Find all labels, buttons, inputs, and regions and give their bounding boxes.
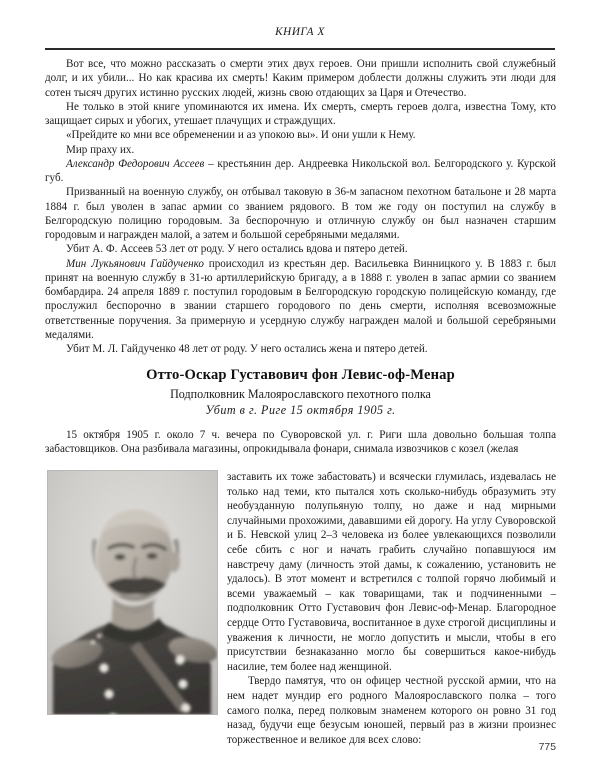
header-rule bbox=[45, 48, 555, 50]
article-paragraph: Твердо памятуя, что он офицер честной русской армии, что на нем надет мундир его родного Малоярославского полка – того самого полка, перед полковым знаменем которого он ровно 31 год назад, будучи еще безусым юношей, первый раз в жизни произнес торжественное и великое для всех слово: bbox=[227, 675, 556, 746]
paragraph: Не только в этой книге упоминаются их имена. Их смерть, смерть героев долга, известна Тому, кто защищает сирых и убогих, утешает плачущих и страждущих. bbox=[45, 100, 556, 127]
portrait-photo bbox=[47, 470, 218, 715]
person-name-gaiduchenko: Мин Лукьянович Гайдученко bbox=[66, 257, 204, 270]
section-subtitle-rank: Подполковник Малоярославского пехотного полка bbox=[170, 387, 431, 401]
portrait-photo-image bbox=[47, 470, 218, 715]
section-heading-block bbox=[45, 366, 556, 418]
running-head: КНИГА X bbox=[275, 26, 325, 38]
section-subtitle-death: Убит в г. Риге 15 октября 1905 г. bbox=[205, 403, 396, 417]
entry-asseev-service: Призванный на военную службу, он отбывал таковую в 36-м запасном пехотном батальоне и 28 марта 1884 г. был уволен в запас армии со званием рядового. В том же году он поступил на службу в Белгородскую полицию городовым. За беспорочную и отличную службу он был назначен старшим городовым и награжден малой, а затем и большой серебряными медалями. bbox=[45, 186, 556, 241]
article-paragraph: заставить их тоже забастовать) и всячески глумилась, издевалась не только над теми, кто пытался хоть сколько-нибудь образумить эту необузданную полупьяную толпу, но даже и над мирными случайными прохожими, дававшими ей дорогу. На углу Суворовской и Б. Невской улиц 2–3 человека из более увлекающихся позволили себе сбить с ног и начать грабить случайно попавшуюся им навстречу даму (личность этой дамы, к сожалению, установить не удалось). В этот момент и встретился с толпой горячо любимый и всеми уважаемый – как товарищами, так и подчиненными – подполковник Отто Густавович фон Левис-оф-Менар. Благородное сердце Отто Густавовича, воспитанное в духе строгой дисциплины и уважения к личности, не могло допустить и мысли, чтобы в его присутствии безнаказанно могло бы совершиться какое-нибудь насилие, тем более над женщиной. bbox=[227, 471, 556, 673]
entry-gaiduchenko-biography: происходил из крестьян дер. Васильевка Винницкого у. В 1883 г. был принят на военную службу в 31-ю артиллерийскую бригаду, а в 1888 г. уволен в запас армии со званием бомбардира. 24 апреля 1889 г. поступил городовым в Белгородскую городскую полицейскую команду, где прослужил беспорочно в звании старшего городового по день смерти, исполняя всевозможные ответственные поручения. За примерную и усердную службу награжден малой и большой серебряными медалями. bbox=[45, 257, 556, 341]
entry-gaiduchenko-killed: Убит М. Л. Гайдученко 48 лет от роду. У него остались жена и пятеро детей. bbox=[66, 343, 428, 355]
section-title: Отто-Оскар Густавович фон Левис-оф-Менар bbox=[146, 367, 455, 383]
paragraph: «Прейдите ко мни все обременении и аз упокою вы». И они ушли к Нему. bbox=[66, 129, 416, 142]
entry-asseev-origin: – крестьянин дер. Андреевка Никольской вол. Белгородского у. Курской губ. bbox=[45, 157, 556, 184]
paragraph: Вот все, что можно рассказать о смерти этих двух героев. Они пришли исполнить свой служебный долг, и их убили... Но как красива их смерть! Каким примером доблести должны служить эти люди для сотен тысяч других истинно русских людей, жизнь свою отдающих за Царя и Отечество. bbox=[45, 58, 556, 99]
paragraph: Мир праху их. bbox=[66, 143, 135, 156]
entry-asseev-name-line bbox=[45, 157, 556, 186]
page-number: 775 bbox=[538, 742, 556, 753]
entry-asseev-killed: Убит А. Ф. Ассеев 53 лет от роду. У него остались вдова и пятеро детей. bbox=[66, 243, 408, 256]
entry-gaiduchenko-name-line bbox=[45, 257, 556, 343]
body-text-block bbox=[45, 57, 556, 356]
article-intro-block bbox=[45, 428, 556, 457]
article-intro-paragraph: 15 октября 1905 г. около 7 ч. вечера по Суворовской ул. г. Риги шла довольно большая толпа забастовщиков. Она разбивала магазины, опрокидывала фонари, снимала извозчиков с козел (желая bbox=[45, 429, 556, 456]
article-wrapped-column bbox=[227, 470, 556, 747]
person-name-asseev: Александр Федорович Ассеев bbox=[66, 157, 205, 170]
